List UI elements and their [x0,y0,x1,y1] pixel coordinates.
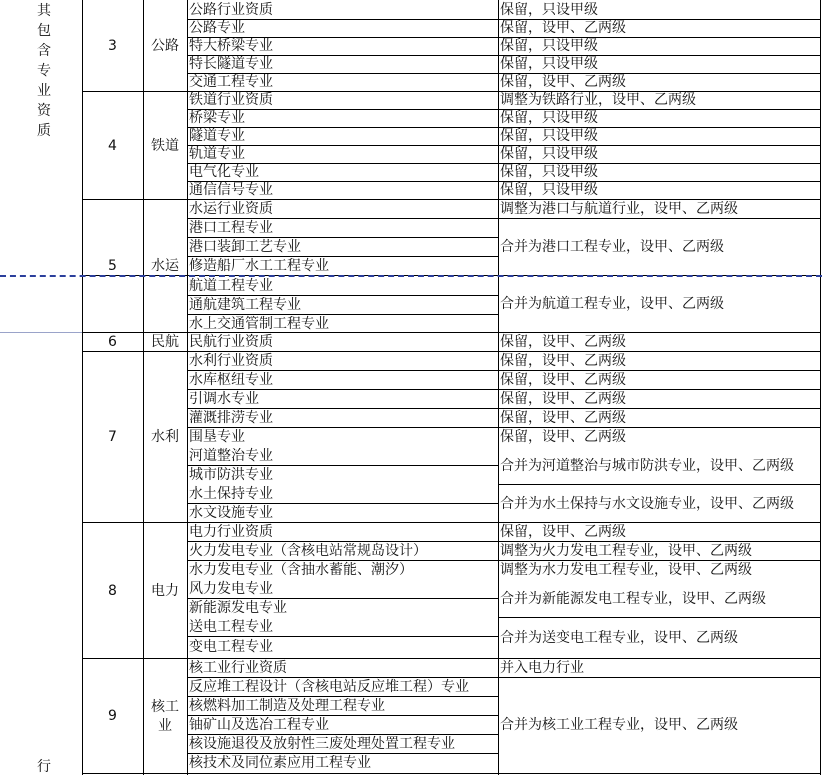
qualification-label: 核技术及同位素应用工程专业 [189,755,371,771]
qualification-label: 交通工程专业 [189,74,273,90]
qualification-label: 引调水专业 [189,391,259,407]
adjustment-result: 调整为港口与航道行业，设甲、乙两级 [500,201,738,217]
adjustment-result: 保留，只设甲级 [500,182,598,198]
adjustment-result: 保留，设甲、乙两级 [500,20,626,36]
group-number: 7 [108,429,117,445]
industry-name: 民航 [151,334,179,350]
merged-result: 合并为送变电工程专业，设甲、乙两级 [500,630,738,646]
side-char: 业 [37,83,51,99]
adjustment-result: 保留，设甲、乙两级 [500,391,626,407]
group-number: 9 [108,708,117,724]
side-char: 含 [37,43,51,59]
qualification-label: 围垦专业 [189,429,245,445]
qualification-label: 桥梁专业 [189,110,245,126]
qualification-label: 城市防洪专业 [189,467,273,483]
adjustment-result: 保留，只设甲级 [500,164,598,180]
adjustment-result: 调整为水力发电工程专业，设甲、乙两级 [500,562,752,578]
merged-result: 合并为水土保持与水文设施专业，设甲、乙两级 [500,496,794,512]
qualification-label: 反应堆工程设计（含核电站反应堆工程）专业 [189,679,469,695]
qualification-label: 河道整治专业 [189,448,273,464]
qualification-label: 水上交通管制工程专业 [189,316,329,332]
qualification-label: 隧道专业 [189,128,245,144]
qualification-label: 核设施退役及放射性三废处理处置工程专业 [189,736,455,752]
qualification-label: 水库枢纽专业 [189,372,273,388]
industry-name: 水利 [151,429,179,445]
qualification-label: 送电工程专业 [189,619,273,635]
industry-name: 电力 [151,583,179,599]
industry-name: 铁道 [151,138,179,154]
qualification-label: 轨道专业 [189,146,245,162]
adjustment-result: 保留，只设甲级 [500,110,598,126]
qualification-label: 新能源发电专业 [189,600,287,616]
adjustment-result: 保留，只设甲级 [500,146,598,162]
merged-result: 合并为核工业工程专业，设甲、乙两级 [500,717,738,733]
qualification-label: 铁道行业资质 [189,92,273,108]
adjustment-result: 保留，只设甲级 [500,128,598,144]
adjustment-result: 保留，设甲、乙两级 [500,372,626,388]
group-number: 5 [108,258,117,274]
qualification-label: 修造船厂水工工程专业 [189,258,329,274]
adjustment-result: 保留，设甲、乙两级 [500,74,626,90]
industry-name-line1: 核工 [151,699,179,715]
qualification-label: 核燃料加工制造及处理工程专业 [189,698,385,714]
qualification-label: 通航建筑工程专业 [189,297,301,313]
merged-result: 合并为航道工程专业，设甲、乙两级 [500,296,724,312]
qualification-label: 特长隧道专业 [189,56,273,72]
qualification-label: 灌溉排涝专业 [189,410,273,426]
merged-result: 合并为新能源发电工程专业，设甲、乙两级 [500,591,766,607]
adjustment-result: 并入电力行业 [500,660,584,676]
qualification-label: 火力发电专业（含核电站常规岛设计） [189,543,427,559]
qualification-label: 水文设施专业 [189,505,273,521]
qualification-label: 特大桥梁专业 [189,38,273,54]
qualification-label: 水土保持专业 [189,486,273,502]
qualification-label: 电气化专业 [189,164,259,180]
group-number: 8 [108,583,117,599]
side-char: 包 [37,23,51,39]
merged-result: 合并为港口工程专业，设甲、乙两级 [500,239,724,255]
qualification-label: 民航行业资质 [189,334,273,350]
qualification-label: 港口工程专业 [189,220,273,236]
adjustment-result: 保留，设甲、乙两级 [500,410,626,426]
qualification-label: 港口装卸工艺专业 [189,239,301,255]
qualification-label: 变电工程专业 [189,639,273,655]
adjustment-result: 调整为火力发电工程专业，设甲、乙两级 [500,543,752,559]
industry-name: 水运 [151,258,179,274]
qualification-label: 通信信号专业 [189,182,273,198]
qualification-label: 公路行业资质 [189,2,273,18]
group-number: 6 [108,334,117,350]
qualification-label: 风力发电专业 [189,581,273,597]
adjustment-result: 保留，只设甲级 [500,56,598,72]
side-char: 专 [37,63,51,79]
adjustment-result: 保留，只设甲级 [500,2,598,18]
side-char: 行 [37,759,51,775]
side-char: 资 [37,103,51,119]
adjustment-result: 保留，设甲、乙两级 [500,353,626,369]
qualification-label: 水利行业资质 [189,353,273,369]
group-number: 3 [108,38,117,54]
side-char: 质 [37,123,51,139]
qualification-label: 电力行业资质 [189,524,273,540]
qualification-label: 核工业行业资质 [189,660,287,676]
industry-name: 公路 [151,38,179,54]
adjustment-result: 保留，设甲、乙两级 [500,429,626,445]
group-number: 4 [108,138,117,154]
qualification-label: 水力发电专业（含抽水蓄能、潮汐） [189,562,413,578]
qualification-label: 水运行业资质 [189,201,273,217]
adjustment-result: 调整为铁路行业，设甲、乙两级 [500,92,696,108]
side-char: 其 [37,3,51,19]
adjustment-result: 保留，设甲、乙两级 [500,334,626,350]
qualification-label: 公路专业 [189,20,245,36]
industry-name-line2: 业 [158,718,172,734]
merged-result: 合并为河道整治与城市防洪专业，设甲、乙两级 [500,458,794,474]
qualification-label: 铀矿山及选冶工程专业 [189,717,329,733]
adjustment-result: 保留，只设甲级 [500,38,598,54]
adjustment-result: 保留，设甲、乙两级 [500,524,626,540]
qualification-label: 航道工程专业 [189,278,273,294]
